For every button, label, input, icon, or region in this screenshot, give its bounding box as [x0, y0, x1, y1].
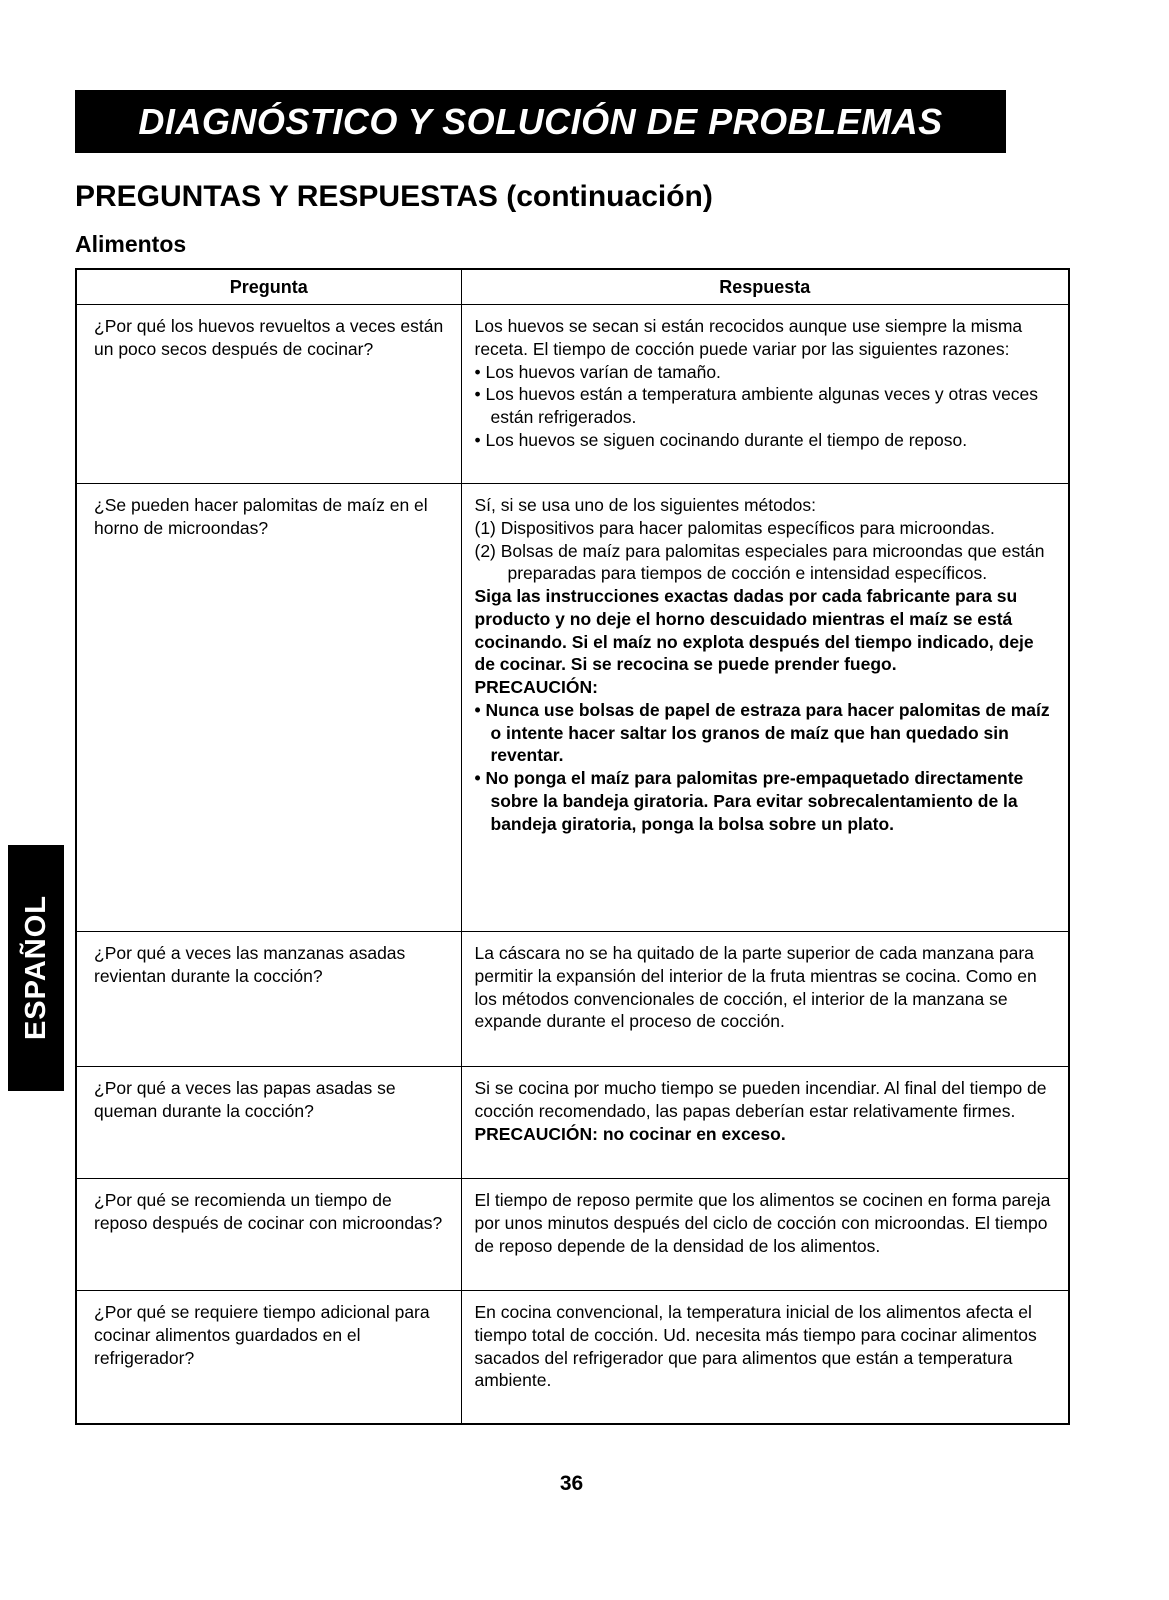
language-tab-label: ESPAÑOL [19, 895, 52, 1041]
answer-segment: (2) Bolsas de maíz para palomitas especiales para microondas que están preparadas para tiempos de cocción e intensidad específicos. [474, 540, 1045, 584]
answer-segment: • Nunca use bolsas de papel de estraza para hacer palomitas de maíz o intente hacer saltar los granos de maíz que han quedado sin reventar. [474, 699, 1050, 766]
answer-segment: Siga las instrucciones exactas dadas por cada fabricante para su producto y no deje el horno descuidado mientras el maíz se está cocinando. Si el maíz no explota después del tiempo indicado, deje de cocinar. Si se recocina se puede prender fuego. [474, 586, 1034, 675]
answer-segment: • No ponga el maíz para palomitas pre-empaquetado directamente sobre la bandeja giratoria. Para evitar sobrecalentamiento de la bandeja giratoria, ponga la bolsa sobre un plato. [474, 768, 1024, 834]
question-text: ¿Por qué se recomienda un tiempo de reposo después de cocinar con microondas? [94, 1190, 443, 1233]
question-text: ¿Por qué los huevos revueltos a veces están un poco secos después de cocinar? [94, 316, 444, 359]
banner-title: DIAGNÓSTICO Y SOLUCIÓN DE PROBLEMAS [138, 100, 943, 142]
table-row [76, 305, 1069, 484]
table-row [76, 1179, 1069, 1291]
answer-segment: La cáscara no se ha quitado de la parte superior de cada manzana para permitir la expansión del interior de la fruta mientras se cocina. Como en los métodos convencionales de cocción, el interior de la manzana se expande durante el proceso de cocción. [474, 943, 1037, 1032]
table-row [76, 1291, 1069, 1424]
table-row [76, 1067, 1069, 1179]
question-cell [76, 305, 461, 484]
question-cell [76, 484, 461, 932]
qa-table [75, 268, 1070, 1425]
answer-segment: Los huevos se secan si están recocidos aunque use siempre la misma receta. El tiempo de cocción puede variar por las siguientes razones: [474, 316, 1023, 359]
answer-segment: En cocina convencional, la temperatura inicial de los alimentos afecta el tiempo total de cocción. Ud. necesita más tiempo para cocinar alimentos sacados del refrigerador que para alimentos que están a temperatura ambiente. [474, 1302, 1037, 1391]
page-number: 36 [559, 1472, 584, 1495]
answer-segment: PRECAUCIÓN: [474, 677, 598, 697]
table-row [76, 484, 1069, 932]
qa-table-body [76, 305, 1069, 1424]
answer-segment: Si se cocina por mucho tiempo se pueden incendiar. Al final del tiempo de cocción recomendado, las papas deberían estar relativamente firmes. [474, 1078, 1047, 1121]
answer-cell [461, 932, 1069, 1067]
answer-segment: (1) Dispositivos para hacer palomitas específicos para microondas. [474, 517, 995, 538]
question-text: ¿Por qué a veces las papas asadas se queman durante la cocción? [94, 1078, 396, 1121]
header-respuesta: Respuesta [461, 269, 1069, 305]
answer-cell [461, 1179, 1069, 1291]
answer-cell [461, 1291, 1069, 1424]
section-title: PREGUNTAS Y RESPUESTAS (continuación) [75, 180, 713, 213]
header-pregunta: Pregunta [76, 269, 461, 305]
answer-segment: • Los huevos se siguen cocinando durante el tiempo de reposo. [474, 429, 968, 450]
header-row [76, 269, 1069, 305]
answer-cell [461, 305, 1069, 484]
question-text: ¿Por qué se requiere tiempo adicional para cocinar alimentos guardados en el refrigerador? [94, 1302, 430, 1368]
language-tab [8, 845, 64, 1091]
answer-segment: • Los huevos varían de tamaño. [474, 361, 721, 382]
answer-cell [461, 1067, 1069, 1179]
question-text: ¿Por qué a veces las manzanas asadas revientan durante la cocción? [94, 943, 406, 986]
answer-segment: PRECAUCIÓN: no cocinar en exceso. [474, 1123, 786, 1144]
answer-segment: El tiempo de reposo permite que los alimentos se cocinen en forma pareja por unos minutos después del ciclo de cocción con microondas. El tiempo de reposo depende de la densidad de los alimentos. [474, 1190, 1051, 1256]
table-row [76, 932, 1069, 1067]
question-text: ¿Se pueden hacer palomitas de maíz en el horno de microondas? [94, 495, 428, 538]
qa-table-header [76, 269, 1069, 305]
answer-segment: • Los huevos están a temperatura ambiente algunas veces y otras veces están refrigerados. [474, 384, 1039, 427]
question-cell [76, 1179, 461, 1291]
question-cell [76, 1067, 461, 1179]
answer-segment: Sí, si se usa uno de los siguientes métodos: [474, 495, 816, 515]
page-banner [75, 90, 1006, 153]
question-cell [76, 1291, 461, 1424]
subsection-title: Alimentos [75, 231, 187, 257]
answer-cell [461, 484, 1069, 932]
question-cell [76, 932, 461, 1067]
